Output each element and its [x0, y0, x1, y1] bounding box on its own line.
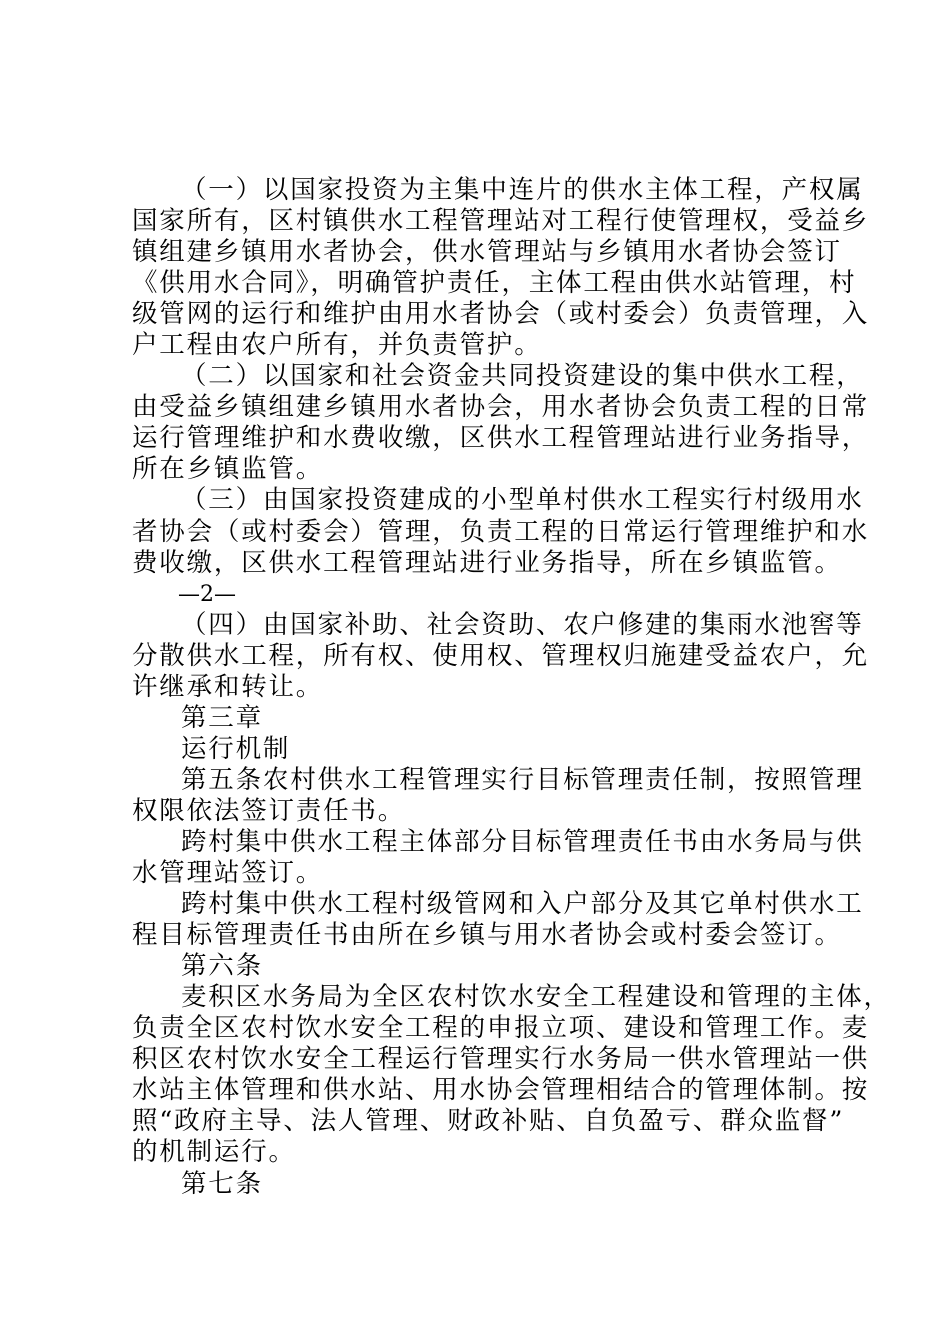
text-line: 由受益乡镇组建乡镇用水者协会，用水者协会负责工程的日常	[132, 392, 870, 423]
text-line: 权限依法签订责任书。	[132, 795, 406, 826]
text-line: 《供用水合同》，明确管护责任，主体工程由供水站管理，村	[132, 268, 857, 299]
text-line: 水站主体管理和供水站、用水协会管理相结合的管理体制。按	[132, 1075, 870, 1106]
text-line: （四）由国家补助、社会资助、农户修建的集雨水池窖等	[181, 609, 864, 640]
text-line: 分散供水工程，所有权、使用权、管理权归施建受益农户，允	[132, 640, 870, 671]
text-line: 负责全区农村饮水安全工程的申报立项、建设和管理工作。麦	[132, 1013, 870, 1044]
text-line: 水管理站签订。	[132, 858, 324, 889]
text-line: 所在乡镇监管。	[132, 454, 324, 485]
text-line: （二）以国家和社会资金共同投资建设的集中供水工程，	[181, 361, 864, 392]
text-line: 费收缴，区供水工程管理站进行业务指导，所在乡镇监管。	[132, 547, 842, 578]
text-line: （一）以国家投资为主集中连片的供水主体工程，产权属	[181, 175, 864, 205]
text-line: 运行管理维护和水费收缴，区供水工程管理站进行业务指导，	[132, 423, 870, 454]
text-line: 镇组建乡镇用水者协会，供水管理站与乡镇用水者协会签订	[132, 237, 842, 268]
text-line: 麦积区水务局为全区农村饮水安全工程建设和管理的主体，	[181, 982, 891, 1013]
text-line: 积区农村饮水安全工程运行管理实行水务局一供水管理站一供	[132, 1044, 870, 1075]
text-line: 者协会（或村委会）管理，负责工程的日常运行管理维护和水	[132, 516, 870, 547]
text-line: 级管网的运行和维护由用水者协会（或村委会）负责管理，入	[132, 299, 870, 330]
text-line: 运行机制	[181, 733, 291, 764]
text-line: 的机制运行。	[132, 1137, 296, 1168]
text-line: 国家所有，区村镇供水工程管理站对工程行使管理权，受益乡	[132, 206, 870, 237]
text-line: 第五条农村供水工程管理实行目标管理责任制，按照管理	[181, 764, 864, 795]
text-line: 照“政府主导、法人管理、财政补贴、自负盈亏、群众监督”	[132, 1106, 845, 1137]
text-line: 程目标管理责任书由所在乡镇与用水者协会或村委会签订。	[132, 920, 842, 951]
document-body	[132, 175, 891, 1200]
text-line: 许继承和转让。	[132, 671, 324, 702]
text-line: 第三章	[181, 702, 263, 733]
text-line: 户工程由农户所有，并负责管护。	[132, 330, 542, 361]
text-line: 跨村集中供水工程村级管网和入户部分及其它单村供水工	[181, 889, 864, 920]
text-line: 第六条	[181, 951, 263, 982]
page-number: —2—	[178, 581, 236, 607]
text-line: 跨村集中供水工程主体部分目标管理责任书由水务局与供	[181, 826, 864, 857]
text-line: （三）由国家投资建成的小型单村供水工程实行村级用水	[181, 485, 864, 516]
text-line: 第七条	[181, 1168, 263, 1199]
